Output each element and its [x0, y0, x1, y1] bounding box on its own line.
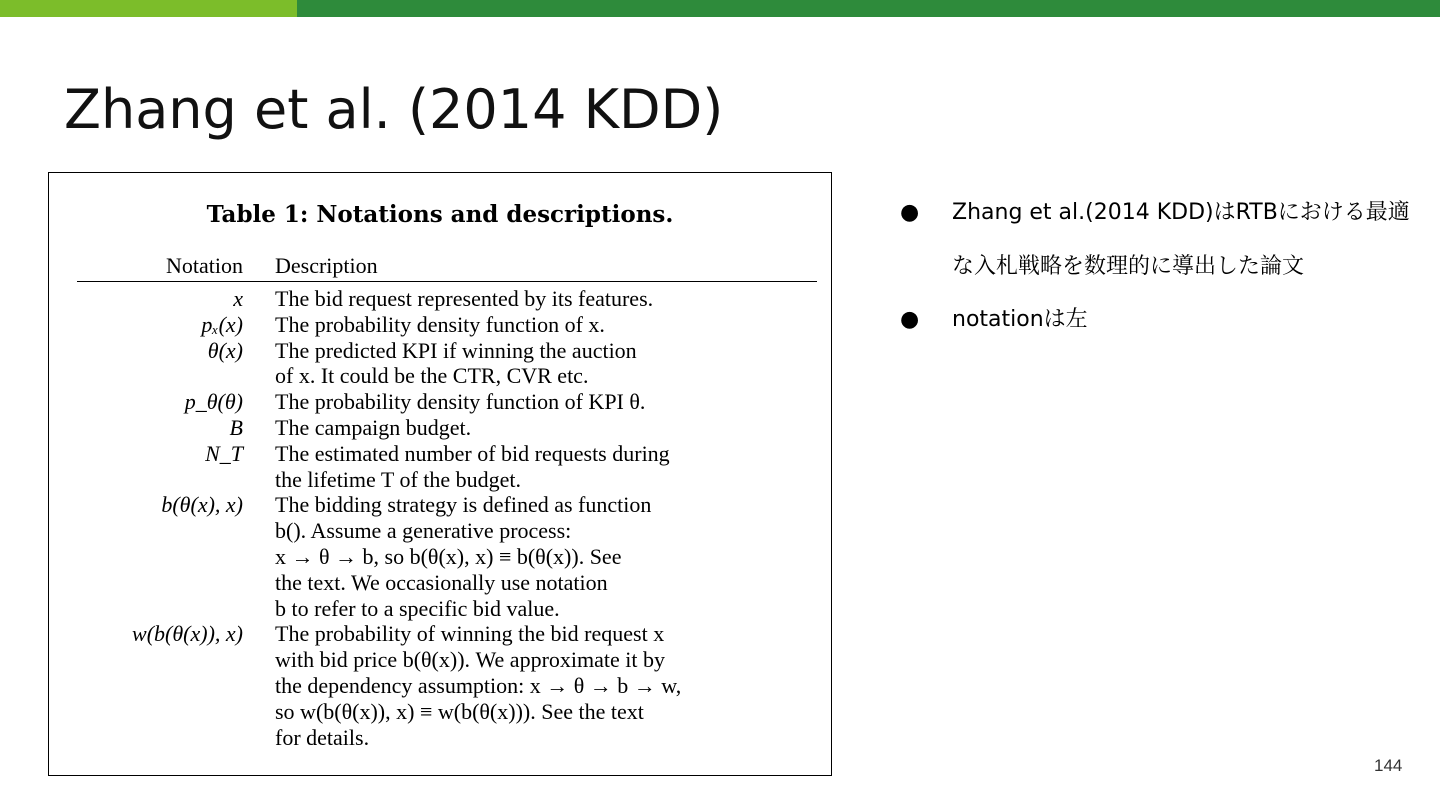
- table-row: [77, 492, 817, 621]
- description-cell: The bidding strategy is defined as function b(). Assume a generative process: x → θ → b, so b(θ(x), x) ≡ b(θ(x)). See the text. We occasionally use notation b to refer to a specific bid value.: [275, 492, 652, 621]
- table-caption: Table 1: Notations and descriptions.: [206, 201, 674, 228]
- notation-cell: B: [229, 414, 243, 440]
- bullet-item: [900, 186, 1420, 293]
- top-accent-bar-light: [0, 0, 297, 17]
- notation-table-figure: [48, 172, 832, 776]
- description-cell: The probability of winning the bid request x with bid price b(θ(x)). We approximate it by the dependency assumption: x → θ → b → w, so w(b(θ(x)), x) ≡ w(b(θ(x))). See the text for details.: [275, 621, 682, 750]
- slide-title: Zhang et al. (2014 KDD): [64, 78, 724, 141]
- table-row: [77, 441, 817, 493]
- description-cell: The predicted KPI if winning the auction of x. It could be the CTR, CVR etc.: [275, 337, 637, 389]
- description-cell: The bid request represented by its features.: [275, 286, 654, 311]
- table-row: [77, 286, 817, 312]
- description-cell: The estimated number of bid requests during the lifetime T of the budget.: [275, 440, 670, 492]
- table-row: [77, 389, 817, 415]
- header-notation: Notation: [166, 253, 243, 278]
- bullet-marker-icon: ●: [900, 307, 920, 332]
- notation-cell: p_θ(θ): [184, 389, 243, 415]
- top-accent-bar: [0, 0, 1440, 17]
- notation-cell: b(θ(x), x): [161, 492, 243, 518]
- header-description: Description: [275, 253, 378, 278]
- bullet-item: [900, 293, 1420, 347]
- table-row: [77, 621, 817, 750]
- bullet-text: Zhang et al.(2014 KDD)はRTBにおける最適な入札戦略を数理的に導出した論文: [952, 200, 1410, 279]
- table-row: [77, 415, 817, 441]
- bullet-list: [900, 186, 1420, 347]
- bullet-text: notationは左: [952, 307, 1088, 332]
- description-cell: The probability density function of x.: [275, 311, 605, 337]
- bullet-marker-icon: ●: [900, 200, 920, 225]
- notation-cell: x: [233, 286, 243, 311]
- notation-cell: N_T: [205, 440, 243, 466]
- table-row: [77, 338, 817, 390]
- description-cell: The probability density function of KPI θ.: [275, 389, 646, 415]
- description-cell: The campaign budget.: [275, 414, 472, 440]
- notation-cell: pₓ(x): [201, 311, 243, 337]
- top-accent-bar-dark: [297, 0, 1440, 17]
- table-header: [77, 253, 817, 282]
- table-body: [77, 286, 817, 750]
- page-number: 144: [1374, 756, 1403, 775]
- notation-cell: w(b(θ(x)), x): [132, 621, 243, 647]
- table-row: [77, 312, 817, 338]
- notation-cell: θ(x): [207, 337, 243, 363]
